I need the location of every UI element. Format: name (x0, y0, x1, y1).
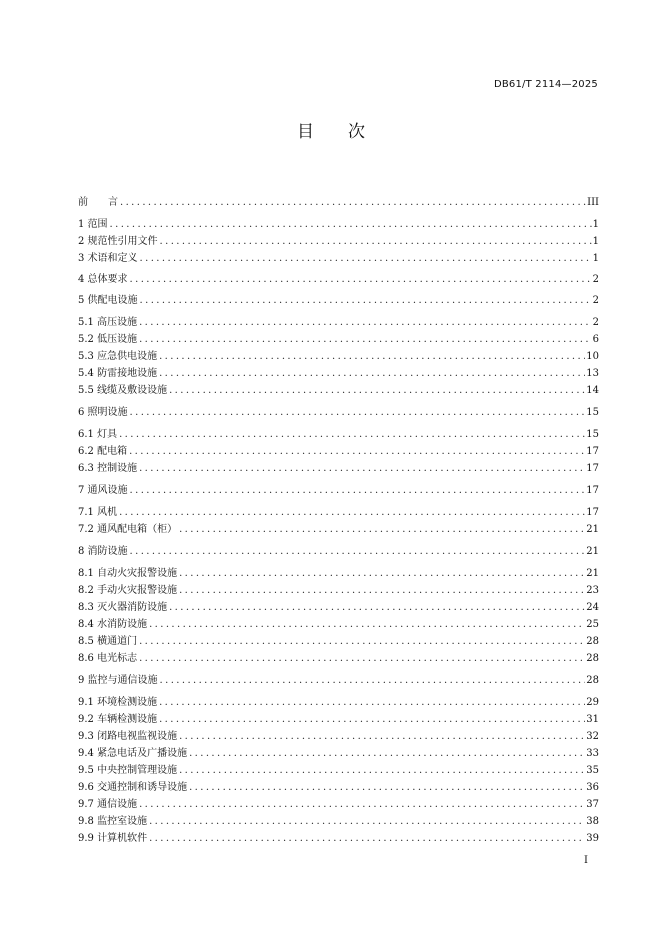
toc-leader-dots (179, 567, 585, 581)
toc-entry[interactable] (78, 235, 599, 249)
toc-leader-dots (110, 218, 592, 232)
toc-entry-label: 8.1 自动火灾报警设施 (78, 568, 178, 579)
toc-entry[interactable] (78, 730, 599, 744)
toc-entry-label: 6.1 灯具 (78, 429, 118, 440)
toc-entry-label: 9.1 环境检测设施 (78, 697, 158, 708)
toc-leader-dots (179, 730, 585, 744)
toc-entry[interactable] (78, 781, 599, 795)
toc-entry-label: 9.2 车辆检测设施 (78, 714, 158, 725)
toc-entry-page: 1 (592, 253, 599, 264)
toc-leader-dots (159, 696, 585, 710)
toc-entry[interactable] (78, 484, 599, 498)
toc-entry[interactable] (78, 316, 599, 330)
toc-entry-label: 9.6 交通控制和诱导设施 (78, 782, 188, 793)
toc-entry-page: 1 (592, 236, 599, 247)
toc-entry-label: 5.5 线缆及敷设设施 (78, 385, 168, 396)
toc-entry-page: 21 (586, 546, 599, 557)
toc-entry-label: 6.3 控制设施 (78, 463, 138, 474)
toc-entry-label: 7 通风设施 (78, 485, 128, 496)
toc-leader-dots (160, 674, 586, 688)
toc-entry-page: 23 (586, 585, 599, 596)
toc-entry-label: 6 照明设施 (78, 407, 128, 418)
toc-entry-label: 5 供配电设施 (78, 295, 138, 306)
toc-entry-page: 29 (586, 697, 599, 708)
toc-entry-page: 33 (586, 748, 599, 759)
toc-entry[interactable] (78, 584, 599, 598)
toc-entry-page: 21 (586, 568, 599, 579)
toc-entry-label: 9.3 闭路电视监视设施 (78, 731, 178, 742)
toc-entry[interactable] (78, 798, 599, 812)
toc-entry[interactable] (78, 674, 599, 688)
toc-leader-dots (139, 333, 592, 347)
toc-entry[interactable] (78, 545, 599, 559)
toc-entry[interactable] (78, 462, 599, 476)
toc-leader-dots (149, 815, 585, 829)
toc-entry-page: 24 (586, 602, 599, 613)
toc-entry-page: 17 (586, 463, 599, 474)
toc-entry-label: 5.2 低压设施 (78, 334, 138, 345)
toc-leader-dots (169, 601, 585, 615)
toc-entry-page: 37 (586, 799, 599, 810)
toc-leader-dots (149, 832, 585, 846)
toc-entry-label: 5.3 应急供电设施 (78, 351, 158, 362)
toc-entry-page: 14 (586, 385, 599, 396)
toc-entry-label: 8.5 横通道门 (78, 636, 138, 647)
toc-leader-dots (119, 506, 585, 520)
toc-leader-dots (139, 316, 592, 330)
toc-entry-page: 28 (586, 636, 599, 647)
toc-entry-label: 8 消防设施 (78, 546, 128, 557)
toc-entry-label: 7.1 风机 (78, 507, 118, 518)
toc-entry-page: 2 (592, 295, 599, 306)
toc-leader-dots (119, 428, 585, 442)
toc-entry-page: 1 (592, 219, 599, 230)
toc-entry-label: 8.6 电光标志 (78, 653, 138, 664)
toc-leader-dots (130, 273, 592, 287)
toc-leader-dots (189, 747, 585, 761)
toc-entry-label: 8.2 手动火灾报警设施 (78, 585, 178, 596)
toc-entry-label: 5.4 防雷接地设施 (78, 368, 158, 379)
toc-entry[interactable] (78, 523, 599, 537)
toc-leader-dots (139, 798, 585, 812)
toc-entry-label: 6.2 配电箱 (78, 446, 128, 457)
toc-leader-dots (159, 367, 585, 381)
toc-entry[interactable] (78, 350, 599, 364)
toc-entry-page: 31 (586, 714, 599, 725)
toc-entry-page: 28 (586, 653, 599, 664)
toc-entry[interactable] (78, 832, 599, 846)
toc-entry[interactable] (78, 652, 599, 666)
toc-entry-page: 21 (586, 524, 599, 535)
toc-leader-dots (179, 764, 585, 778)
toc-leader-dots (139, 635, 585, 649)
toc-entry[interactable] (78, 815, 599, 829)
toc-entry-label: 1 范围 (78, 219, 108, 230)
toc-entry-page: III (587, 197, 599, 208)
toc-entry[interactable] (78, 618, 599, 632)
toc-entry[interactable] (78, 506, 599, 520)
toc-entry[interactable] (78, 273, 599, 287)
toc-entry-page: 15 (586, 407, 599, 418)
toc-entry-page: 39 (586, 833, 599, 844)
toc-entry-label: 9.4 紧急电话及广播设施 (78, 748, 188, 759)
toc-leader-dots (159, 713, 585, 727)
toc-leader-dots (139, 652, 585, 666)
toc-entry[interactable] (78, 445, 599, 459)
toc-entry-page: 28 (586, 675, 599, 686)
toc-entry-page: 38 (586, 816, 599, 827)
toc-entry[interactable] (78, 196, 599, 210)
toc-leader-dots (140, 252, 592, 266)
toc-entry-page: 17 (586, 485, 599, 496)
toc-leader-dots (169, 384, 585, 398)
toc-entry-page: 17 (586, 507, 599, 518)
toc-entry[interactable] (78, 601, 599, 615)
toc-entry[interactable] (78, 218, 599, 232)
toc-entry[interactable] (78, 252, 599, 266)
toc-entry-page: 32 (586, 731, 599, 742)
toc-entry[interactable] (78, 333, 599, 347)
toc-entry[interactable] (78, 747, 599, 761)
toc-entry-label: 2 规范性引用文件 (78, 236, 158, 247)
toc-entry-page: 10 (586, 351, 599, 362)
toc-leader-dots (130, 484, 586, 498)
toc-leader-dots (179, 584, 585, 598)
toc-entry-page: 13 (586, 368, 599, 379)
toc-entry[interactable] (78, 428, 599, 442)
toc-entry-page: 2 (592, 317, 599, 328)
toc-leader-dots (139, 462, 585, 476)
toc-entry[interactable] (78, 764, 599, 778)
toc-leader-dots (149, 618, 585, 632)
toc-entry-label: 前 言 (78, 197, 118, 208)
toc-entry-page: 36 (586, 782, 599, 793)
document-code: DB61/T 2114—2025 (493, 79, 598, 90)
toc-entry-page: 17 (586, 446, 599, 457)
toc-entry[interactable] (78, 384, 599, 398)
toc-entry-label: 7.2 通风配电箱（柜） (78, 524, 178, 535)
toc-entry-label: 9.5 中央控制管理设施 (78, 765, 178, 776)
toc-title: 目 次 (297, 122, 365, 142)
toc-entry-page: 25 (586, 619, 599, 630)
toc-entry-label: 9 监控与通信设施 (78, 675, 158, 686)
toc-entry-label: 9.9 计算机软件 (78, 833, 148, 844)
toc-entry-page: 2 (592, 274, 599, 285)
toc-leader-dots (130, 406, 586, 420)
page-number: I (584, 855, 588, 866)
toc-entry[interactable] (78, 696, 599, 710)
toc-leader-dots (159, 350, 585, 364)
toc-entry[interactable] (78, 367, 599, 381)
toc-entry-label: 3 术语和定义 (78, 253, 138, 264)
toc-leader-dots (130, 545, 586, 559)
toc-leader-dots (160, 235, 592, 249)
toc-entry-label: 4 总体要求 (78, 274, 128, 285)
toc-leader-dots (189, 781, 585, 795)
toc-entry-page: 35 (586, 765, 599, 776)
toc-entry[interactable] (78, 567, 599, 581)
toc-entry-page: 15 (586, 429, 599, 440)
toc-leader-dots (120, 196, 586, 210)
toc-leader-dots (179, 523, 585, 537)
toc-entry[interactable] (78, 294, 599, 308)
toc-entry[interactable] (78, 406, 599, 420)
toc-entry[interactable] (78, 635, 599, 649)
toc-entry-label: 9.8 监控室设施 (78, 816, 148, 827)
toc-entry-label: 8.3 灭火器消防设施 (78, 602, 168, 613)
toc-entry-label: 8.4 水消防设施 (78, 619, 148, 630)
toc-leader-dots (140, 294, 592, 308)
toc-entry-label: 5.1 高压设施 (78, 317, 138, 328)
toc-entry[interactable] (78, 713, 599, 727)
toc-entry-page: 6 (592, 334, 599, 345)
toc-entry-label: 9.7 通信设施 (78, 799, 138, 810)
toc-leader-dots (129, 445, 585, 459)
